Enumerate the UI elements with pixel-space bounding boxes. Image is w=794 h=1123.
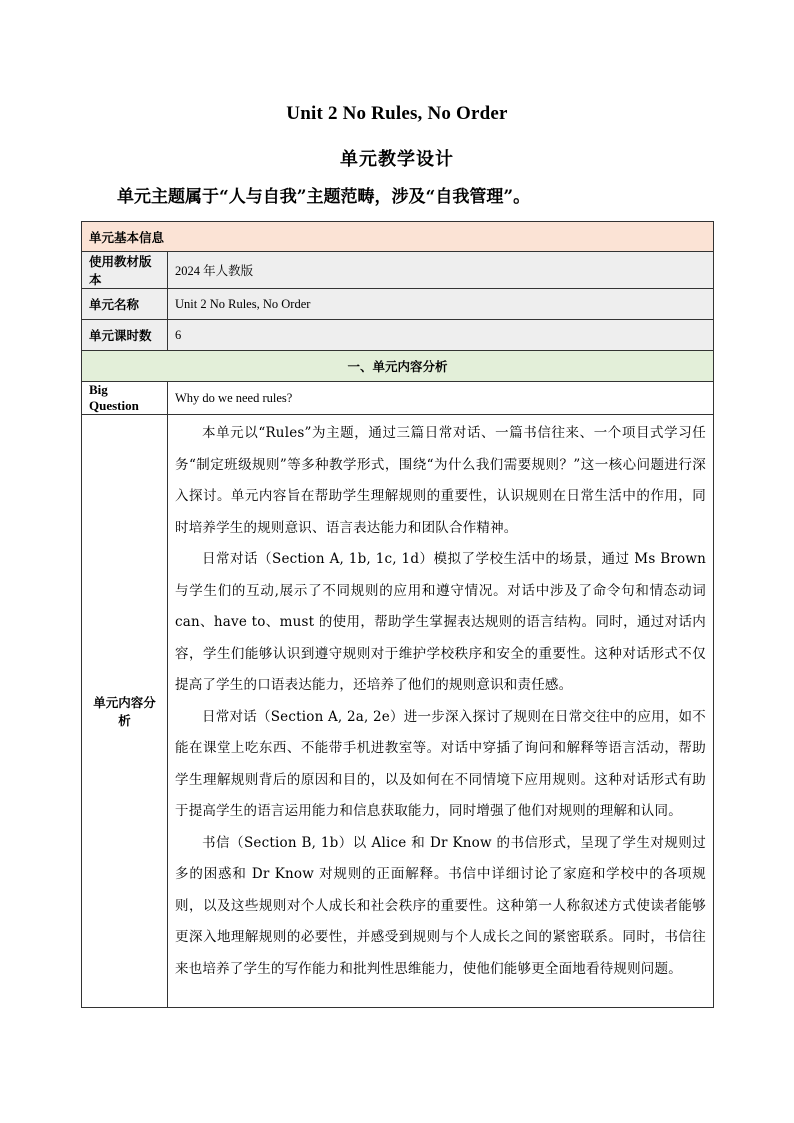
analysis-label: 单元内容分析 bbox=[82, 415, 168, 1008]
row-label: 单元课时数 bbox=[82, 320, 168, 351]
table-row bbox=[82, 289, 714, 320]
theme-line: 单元主题属于“人与自我”主题范畴，涉及“自我管理”。 bbox=[117, 187, 531, 207]
table-row bbox=[82, 320, 714, 351]
row-value: Unit 2 No Rules, No Order bbox=[168, 289, 714, 320]
row-value: 6 bbox=[168, 320, 714, 351]
section-header: 一、单元内容分析 bbox=[82, 351, 714, 382]
row-label: 单元名称 bbox=[82, 289, 168, 320]
design-subtitle: 单元教学设计 bbox=[340, 149, 454, 170]
analysis-paragraph: 书信（Section B, 1b）以 Alice 和 Dr Know 的书信形式，呈现了学生对规则过多的困惑和 Dr Know 对规则的正面解释。书信中详细讨论了家庭和学校中的各项规则，以及这些规则对个人成长和社会秩序的重要性。这种第一人称叙述方式使读者能够更深入地理解规则的必要性，并感受到规则与个人成长之间的紧密联系。同时，书信往来也培养了学生的写作能力和批判性思维能力，使他们能够更全面地看待规则问题。 bbox=[175, 834, 706, 977]
basic-info-header: 单元基本信息 bbox=[82, 222, 714, 252]
table-row bbox=[82, 252, 714, 289]
section-row bbox=[82, 351, 714, 382]
big-question-label: Big Question bbox=[82, 382, 168, 415]
unit-info-table bbox=[81, 221, 714, 1008]
analysis-paragraph: 本单元以“Rules”为主题，通过三篇日常对话、一篇书信往来、一个项目式学习任务“制定班级规则”等多种教学形式，围绕“为什么我们需要规则？”这一核心问题进行深入探讨。单元内容旨在帮助学生理解规则的重要性，认识规则在日常生活中的作用，同时培养学生的规则意识、语言表达能力和团队合作精神。 bbox=[175, 425, 706, 536]
analysis-paragraph: 日常对话（Section A, 1b, 1c, 1d）模拟了学校生活中的场景，通过 Ms Brown 与学生们的互动,展示了不同规则的应用和遵守情况。对话中涉及了命令句和情态动词 can、have to、must 的使用，帮助学生掌握表达规则的语言结构。同时，通过对话内容，学生们能够认识到遵守规则对于维护学校秩序和安全的重要性。这种对话形式不仅提高了学生的口语表达能力，还培养了他们的规则意识和责任感。 bbox=[175, 551, 706, 693]
analysis-row bbox=[82, 415, 714, 1008]
big-question-row bbox=[82, 382, 714, 415]
unit-title: Unit 2 No Rules, No Order bbox=[286, 103, 508, 124]
row-value: 2024 年人教版 bbox=[168, 252, 714, 289]
analysis-content bbox=[168, 415, 714, 1008]
row-label: 使用教材版本 bbox=[82, 252, 168, 289]
big-question-value: Why do we need rules? bbox=[168, 382, 714, 415]
basic-info-row bbox=[82, 222, 714, 252]
analysis-paragraph: 日常对话（Section A, 2a, 2e）进一步深入探讨了规则在日常交往中的应用，如不能在课堂上吃东西、不能带手机进教室等。对话中穿插了询问和解释等语言活动，帮助学生理解规则背后的原因和目的，以及如何在不同情境下应用规则。这种对话形式有助于提高学生的语言运用能力和信息获取能力，同时增强了他们对规则的理解和认同。 bbox=[175, 708, 706, 819]
